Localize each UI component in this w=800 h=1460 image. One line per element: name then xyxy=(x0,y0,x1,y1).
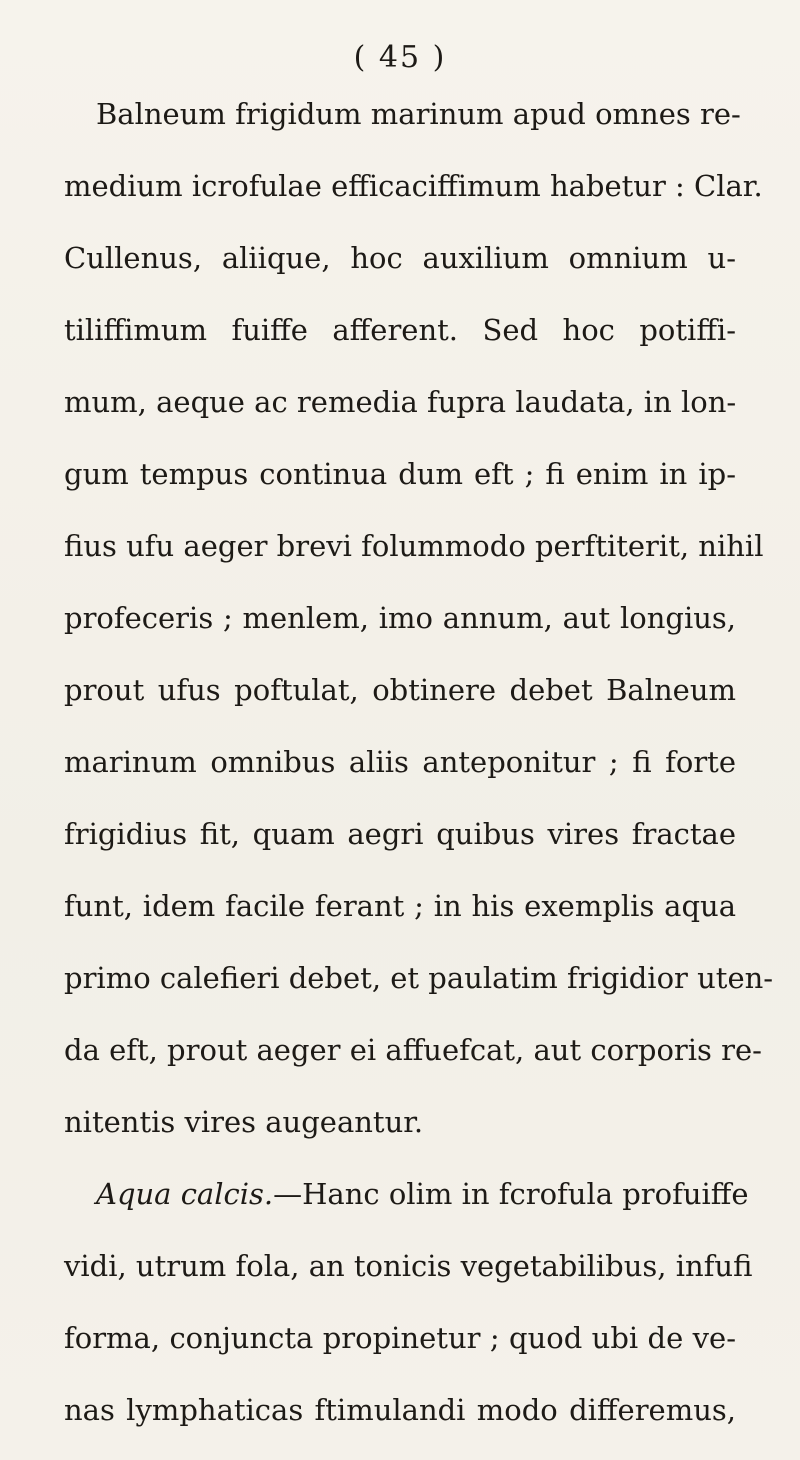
text-line: funt, idem facile ferant ; in his exemplis aqua xyxy=(64,889,736,923)
text-line: marinum omnibus aliis anteponitur ; fi forte xyxy=(64,745,736,779)
text-line: medium icrofulae efficaciffimum habetur : Clar. xyxy=(64,169,763,203)
text-line: forma, conjuncta propinetur ; quod ubi de ve- xyxy=(64,1321,736,1355)
section-heading: Aqua calcis. xyxy=(96,1177,274,1211)
text-line: profeceris ; menlem, imo annum, aut longius, xyxy=(64,601,736,635)
text-line: frigidius fit, quam aegri quibus vires fractae xyxy=(64,817,736,851)
page-number: ( 45 ) xyxy=(353,40,447,75)
text-line: primo calefieri debet, et paulatim frigidior uten- xyxy=(64,961,774,995)
text-line: nitentis vires augeantur. xyxy=(64,1105,424,1139)
text-line: fius ufu aeger brevi folummodo perftiterit, nihil xyxy=(64,529,764,563)
text-line: gum tempus continua dum eft ; fi enim in ip- xyxy=(64,457,736,491)
text-line: nas lymphaticas ftimulandi modo differemus, xyxy=(64,1393,736,1427)
text-line: prout ufus poftulat, obtinere debet Balneum xyxy=(64,673,736,707)
text-line: Cullenus, aliique, hoc auxilium omnium u- xyxy=(64,241,736,275)
paragraph-heading-line xyxy=(96,1177,749,1211)
text-line: vidi, utrum fola, an tonicis vegetabilibus, infufi xyxy=(64,1249,753,1283)
text-line: tiliffimum fuiffe afferent. Sed hoc potiffi- xyxy=(64,313,736,347)
text-line: Balneum frigidum marinum apud omnes re- xyxy=(96,97,741,131)
text-line: da eft, prout aeger ei affuefcat, aut corporis re- xyxy=(64,1033,762,1067)
text-fragment: —Hanc olim in fcrofula profuiffe xyxy=(273,1177,749,1211)
text-line: mum, aeque ac remedia fupra laudata, in lon- xyxy=(64,385,737,419)
